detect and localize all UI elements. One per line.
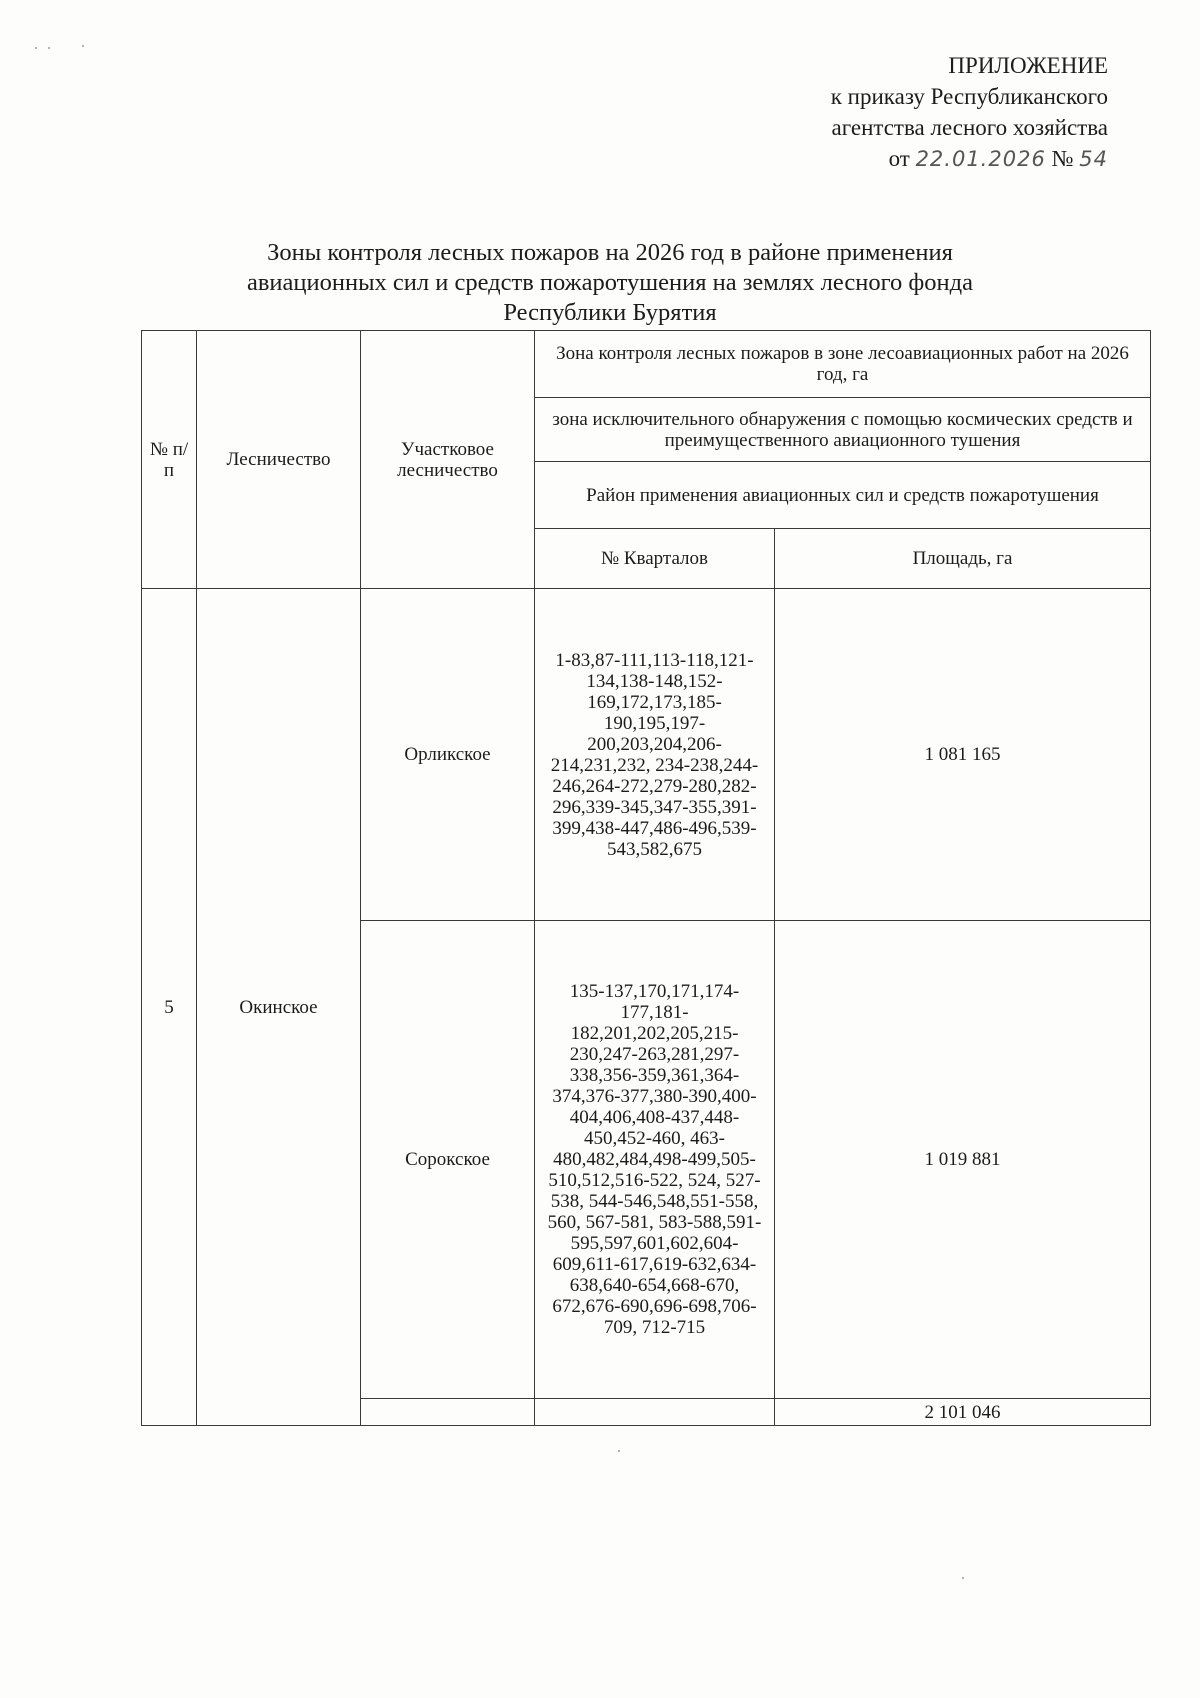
appendix-agency-line: агентства лесного хозяйства (831, 115, 1108, 140)
header-exclusive-zone: зона исключительного обнаружения с помощью космических средств и преимущественного авиационного тушения (535, 398, 1151, 462)
header-quarters: № Кварталов (535, 529, 775, 589)
row-num: 5 (142, 589, 197, 1426)
header-num: № п/п (142, 331, 197, 589)
title-line-1: Зоны контроля лесных пожаров на 2026 год в районе применения (267, 239, 953, 266)
title-line-2: авиационных сил и средств пожаротушения на землях лесного фонда (246, 269, 974, 296)
fire-control-zones-table (141, 330, 1151, 1426)
from-label: от (888, 146, 910, 171)
appendix-block (688, 50, 1108, 175)
header-forestry: Лесничество (197, 331, 361, 589)
appendix-heading: ПРИЛОЖЕНИЕ (948, 53, 1108, 78)
table-row (142, 589, 1151, 921)
number-label: № (1051, 146, 1074, 171)
total-empty-cell (361, 1399, 535, 1426)
header-area: Площадь, га (775, 529, 1151, 589)
row-area: 1 019 881 (775, 921, 1151, 1399)
document-title (140, 238, 1080, 328)
scan-speck (82, 45, 84, 47)
order-date: 22.01.2026 (915, 147, 1046, 171)
row-quarters: 135-137,170,171,174-177,181-182,201,202,205,215-230,247-263,281,297-338,356-359,361,364-374,376-377,380-390,400-404,406,408-437,448-450,452-460, 463-480,482,484,498-499,505-510,512,516-522, 524, 527-538, 544-546,548,551-558, 560, 567-581, 583-588,591-595,597,601,602,604-609,611-617,619-632,634-638,640-654,668-670, 672,676-690,696-698,706-709, 712-715 (535, 921, 775, 1399)
title-line-3: Республики Бурятия (503, 299, 717, 326)
total-empty-cell (535, 1399, 775, 1426)
header-district-forestry: Участковое лесничество (361, 331, 535, 589)
appendix-date-line (688, 143, 1108, 175)
header-zone: Зона контроля лесных пожаров в зоне лесоавиационных работ на 2026 год, га (535, 331, 1151, 398)
row-forestry: Окинское (197, 589, 361, 1426)
scan-speck (962, 1577, 964, 1579)
scan-speck (618, 1450, 620, 1452)
total-area: 2 101 046 (775, 1399, 1151, 1426)
appendix-order-line: к приказу Республиканского (830, 84, 1108, 109)
row-district: Сорокское (361, 921, 535, 1399)
row-area: 1 081 165 (775, 589, 1151, 921)
header-area-of-use: Район применения авиационных сил и средств пожаротушения (535, 462, 1151, 529)
row-district: Орликское (361, 589, 535, 921)
scan-speck (35, 47, 37, 49)
order-number: 54 (1079, 147, 1108, 171)
scan-speck (48, 47, 50, 49)
header-row-1 (142, 331, 1151, 398)
row-quarters: 1-83,87-111,113-118,121-134,138-148,152-169,172,173,185-190,195,197-200,203,204,206-214,231,232, 234-238,244-246,264-272,279-280,282-296,339-345,347-355,391-399,438-447,486-496,539-543,582,675 (535, 589, 775, 921)
